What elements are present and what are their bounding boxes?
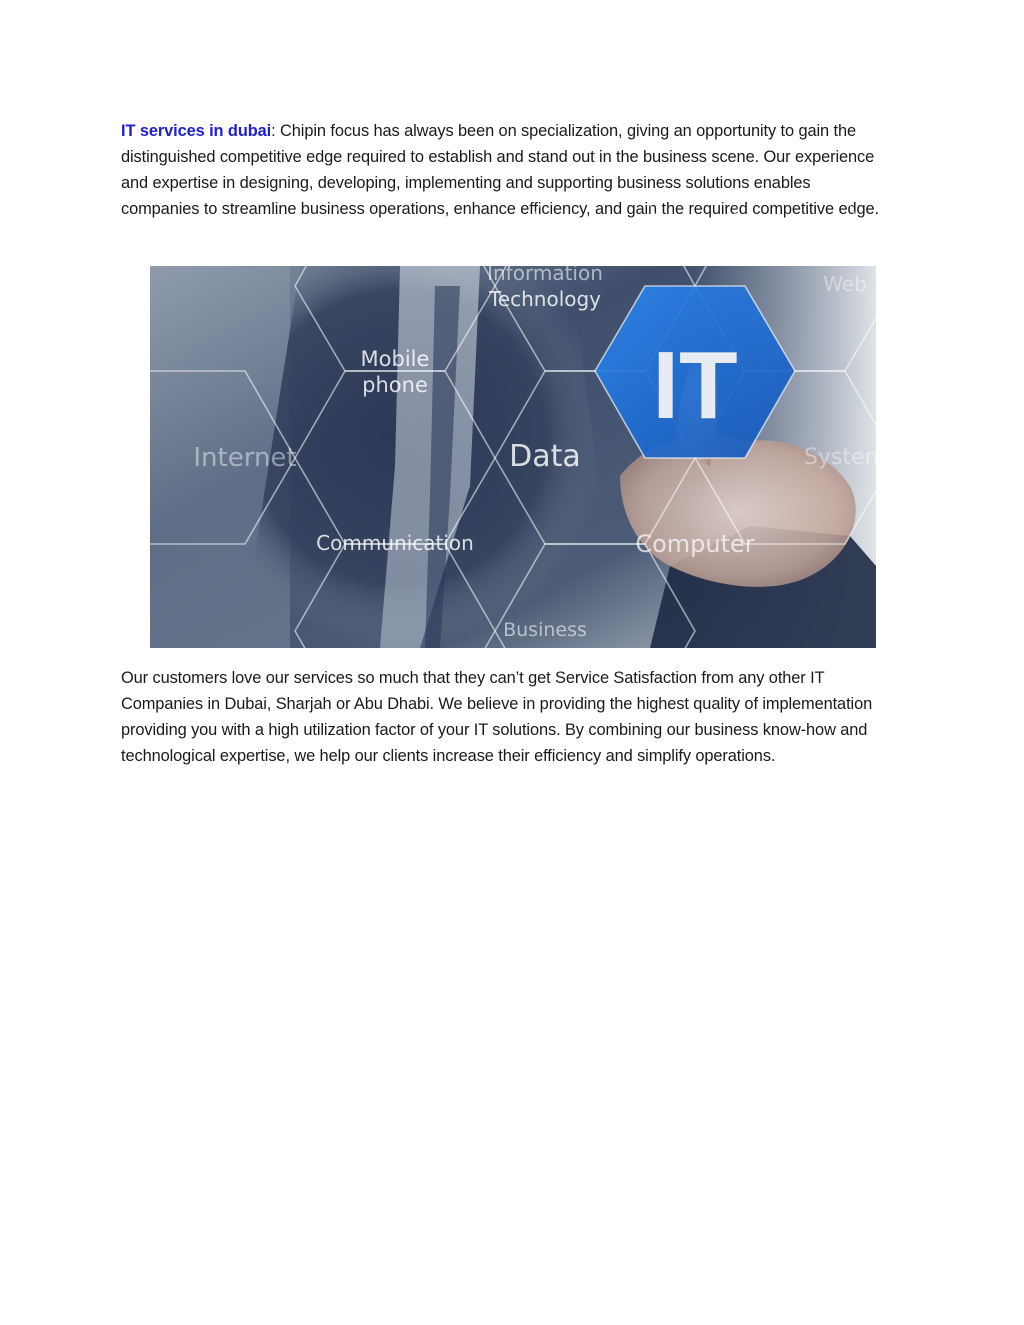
web-label: Web [823,272,867,296]
information-label: Information [487,261,603,285]
it-label: IT [652,332,738,439]
intro-paragraph-text: : Chipin focus has always been on specialization, giving an opportunity to gain the distinguished competitive edge required to establish and stand out in the business scene. Our experience and expertise in designing, developing, implementing and supporting business solutions enables companies to streamline business operations, enhance efficiency, and gain the required competitive edge. [121,122,879,218]
phone-label: phone [362,373,428,397]
it-concept-illustration [150,261,887,648]
mobile-label: Mobile [360,347,430,371]
system-label: System [803,445,887,470]
it-services-link[interactable]: IT services in dubai [121,122,272,140]
internet-label: Internet [193,443,297,473]
technology-label: Technology [488,287,602,311]
data-label: Data [509,439,581,474]
computer-label: Computer [635,530,755,558]
it-concept-image [150,261,887,648]
intro-paragraph [121,118,891,222]
communication-label: Communication [316,531,474,555]
business-label: Business [503,619,587,641]
customers-paragraph: Our customers love our services so much that they can’t get Service Satisfaction from any other IT Companies in Dubai, Sharjah or Abu Dhabi. We believe in providing the highest quality of implementation providing you with a high utilization factor of your IT solutions. By combining our business know-how and technological expertise, we help our clients increase their efficiency and simplify operations. [121,669,873,765]
